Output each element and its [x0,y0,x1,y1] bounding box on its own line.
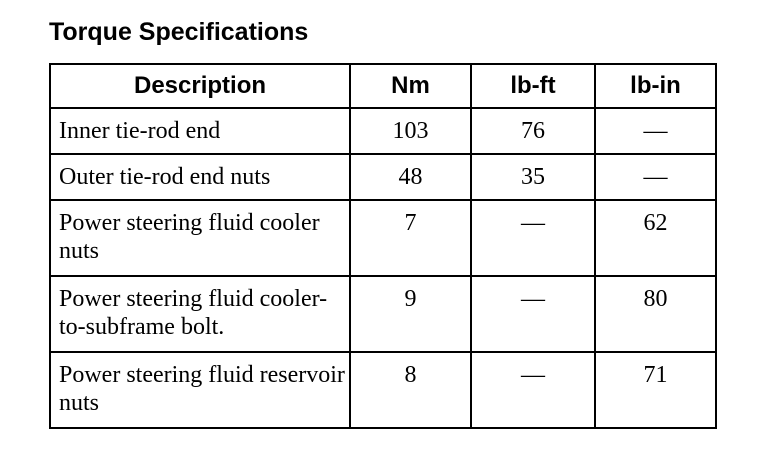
table-row [50,200,716,276]
table-header-row [50,64,716,108]
lb-ft-cell: — [471,352,595,428]
column-header-lb-ft: lb-ft [471,64,595,108]
page-title: Torque Specifications [49,18,309,46]
description-cell: Power steering fluid cooler-to-subframe bolt. [50,276,350,352]
description-cell: Power steering fluid cooler nuts [50,200,350,276]
nm-cell: 7 [350,200,471,276]
lb-ft-cell: 76 [471,108,595,154]
column-header-nm: Nm [350,64,471,108]
lb-ft-cell: — [471,276,595,352]
column-header-description: Description [50,64,350,108]
torque-specifications-table [49,63,717,429]
description-cell: Power steering fluid reservoir nuts [50,352,350,428]
lb-in-cell: 80 [595,276,716,352]
lb-ft-cell: — [471,200,595,276]
table-row [50,154,716,200]
table-row [50,352,716,428]
nm-cell: 103 [350,108,471,154]
lb-ft-cell: 35 [471,154,595,200]
lb-in-cell: 62 [595,200,716,276]
nm-cell: 48 [350,154,471,200]
description-cell: Inner tie-rod end [50,108,350,154]
nm-cell: 8 [350,352,471,428]
table-row [50,276,716,352]
lb-in-cell: 71 [595,352,716,428]
table-row [50,108,716,154]
lb-in-cell: — [595,108,716,154]
description-cell: Outer tie-rod end nuts [50,154,350,200]
column-header-lb-in: lb-in [595,64,716,108]
lb-in-cell: — [595,154,716,200]
nm-cell: 9 [350,276,471,352]
